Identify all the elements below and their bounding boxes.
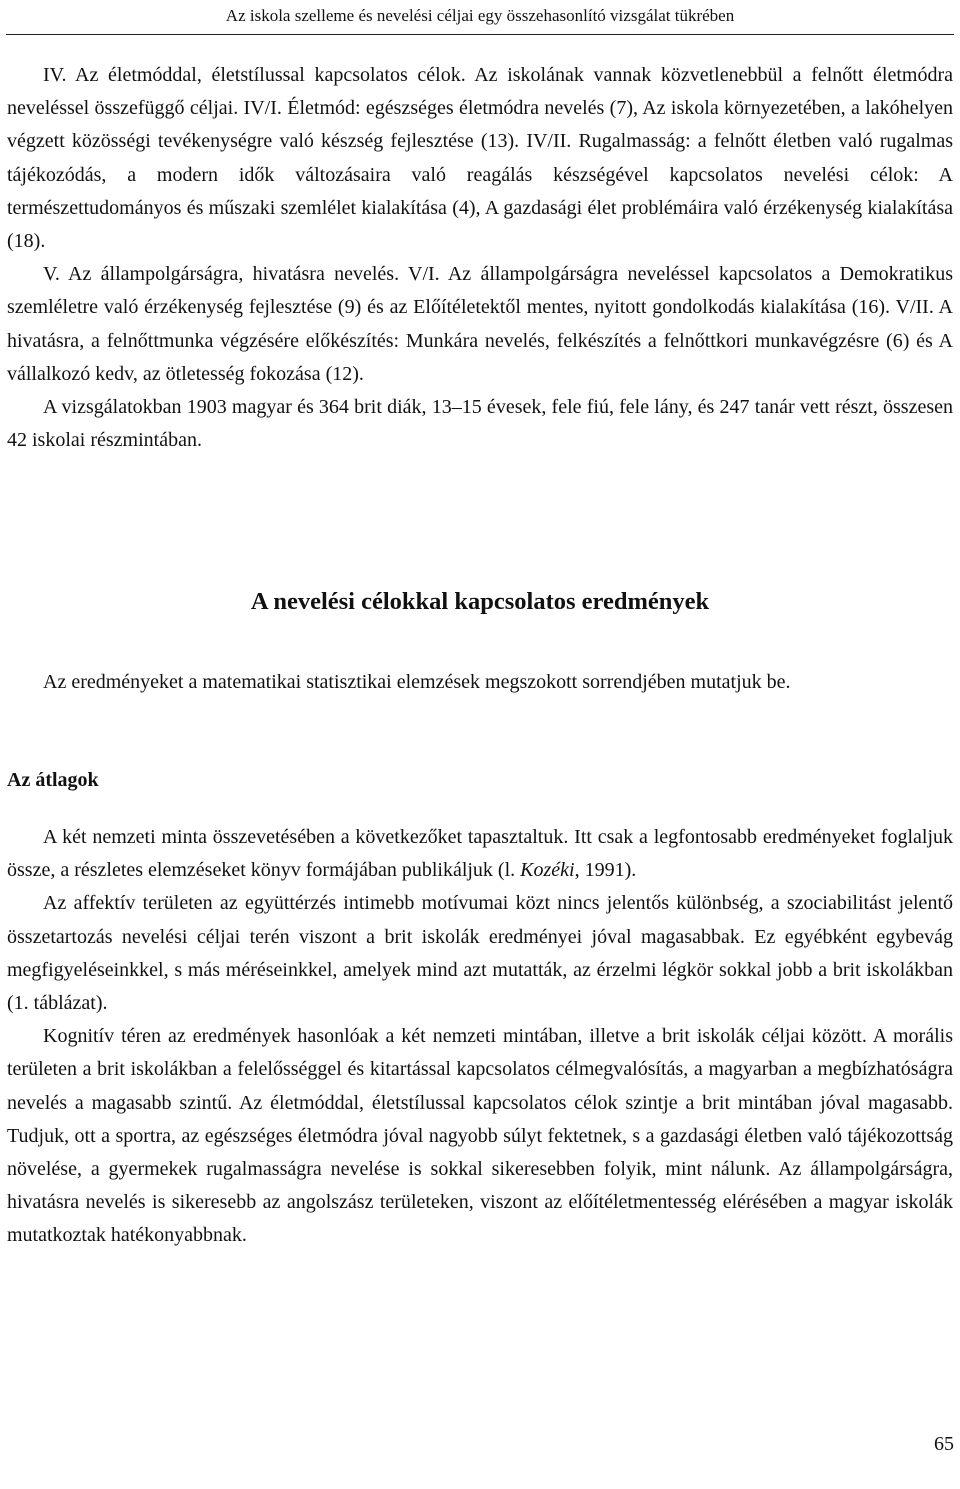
paragraph-sample-description: A vizsgálatokban 1903 magyar és 364 brit diák, 13–15 évesek, fele fiú, fele lány, és 247 tanár vett részt, összesen 42 iskolai részmintában. bbox=[7, 396, 953, 452]
citation-author: Kozéki bbox=[520, 859, 575, 882]
paragraph-comparison-text: A két nemzeti minta összevetésében a következőket tapasztaltuk. Itt csak a legfontosabb eredményeket foglaljuk össze, a részletes elemzéseket könyv formájában publikáljuk (l. bbox=[7, 826, 953, 882]
paragraph-lifestyle-goals: IV. Az életmóddal, életstílussal kapcsolatos célok. Az iskolának vannak közvetlenebbül a felnőtt életmódra neveléssel összefüggő céljai. IV/I. Életmód: egészséges életmódra nevelés (7), Az iskola környezetében, a lakóhelyen végzett közösségi tevékenységre való készség fejlesztése (13). IV/II. Rugalmasság: a felnőtt életben való rugalmas tájékozódás, a modern idők változásaira való reagálás készségével kapcsolatos nevelési célok: A természettudományos és műszaki szemlélet kialakítása (4), A gazdasági élet problémáira való érzékenység kialakítása (18). bbox=[7, 64, 953, 253]
paragraph-comparison bbox=[7, 821, 953, 887]
paragraph-affective: Az affektív területen az együttérzés intimebb motívumai közt nincs jelentős különbség, a szociabilitást jelentő összetartozás nevelési céljai terén viszont a brit iskolák eredményei jóval magasabbak. Ez egyébként egybevág megfigyeléseinkkel, s más méréseinkkel, amelyek mind azt mutatták, az érzelmi légkör sokkal jobb a brit iskolákban (1. táblázat). bbox=[7, 892, 953, 1015]
paragraph-results-intro: Az eredményeket a matematikai statisztikai elemzések megszokott sorrendjében mutatjuk be. bbox=[43, 671, 791, 693]
running-header: Az iskola szelleme és nevelési céljai egy összehasonlító vizsgálat tükrében bbox=[225, 6, 735, 25]
header-rule bbox=[6, 34, 954, 35]
page-number: 65 bbox=[934, 1433, 954, 1455]
section-heading: A nevelési célokkal kapcsolatos eredmények bbox=[250, 588, 710, 615]
averages-text-block bbox=[7, 821, 953, 1253]
sub-heading-averages: Az átlagok bbox=[7, 769, 99, 791]
results-intro-block bbox=[7, 666, 953, 699]
paragraph-cognitive: Kognitív téren az eredmények hasonlóak a két nemzeti mintában, illetve a brit iskolák céljai között. A morális területen a brit iskolákban a felelősséggel és kitartással kapcsolatos célmegvalósítás, a magyarban a megbízhatóságra nevelés a magasabb szintű. Az életmóddal, életstílussal kapcsolatos célok szintje a brit mintában jóval magasabb. Tudjuk, ott a sportra, az egészséges életmódra jóval nagyobb súlyt fektetnek, s a gazdasági életben való tájékozottság növelése, a gyermekek rugalmasságra nevelése is sokkal sikeresebben folyik, mint nálunk. Az állampolgárságra, hivatásra nevelés is sikeresebb az angolszász területeken, viszont az előítéletmentesség elérésében a magyar iskolák mutatkoztak hatékonyabbnak. bbox=[7, 1025, 953, 1247]
paragraph-citizenship-goals: V. Az állampolgárságra, hivatásra nevelés. V/I. Az állampolgárságra neveléssel kapcsolatos a Demokratikus szemléletre való érzékenység fejlesztése (9) és az Előítéletektől mentes, nyitott gondolkodás kialakítása (16). V/II. A hivatásra, a felnőttmunka végzésére előkészítés: Munkára nevelés, felkészítés a felnőttkori munkavégzésre (6) és A vállalkozó kedv, az ötletesség fokozása (12). bbox=[7, 263, 953, 385]
citation-year: , 1991). bbox=[574, 859, 637, 882]
goals-text-block bbox=[7, 59, 953, 457]
